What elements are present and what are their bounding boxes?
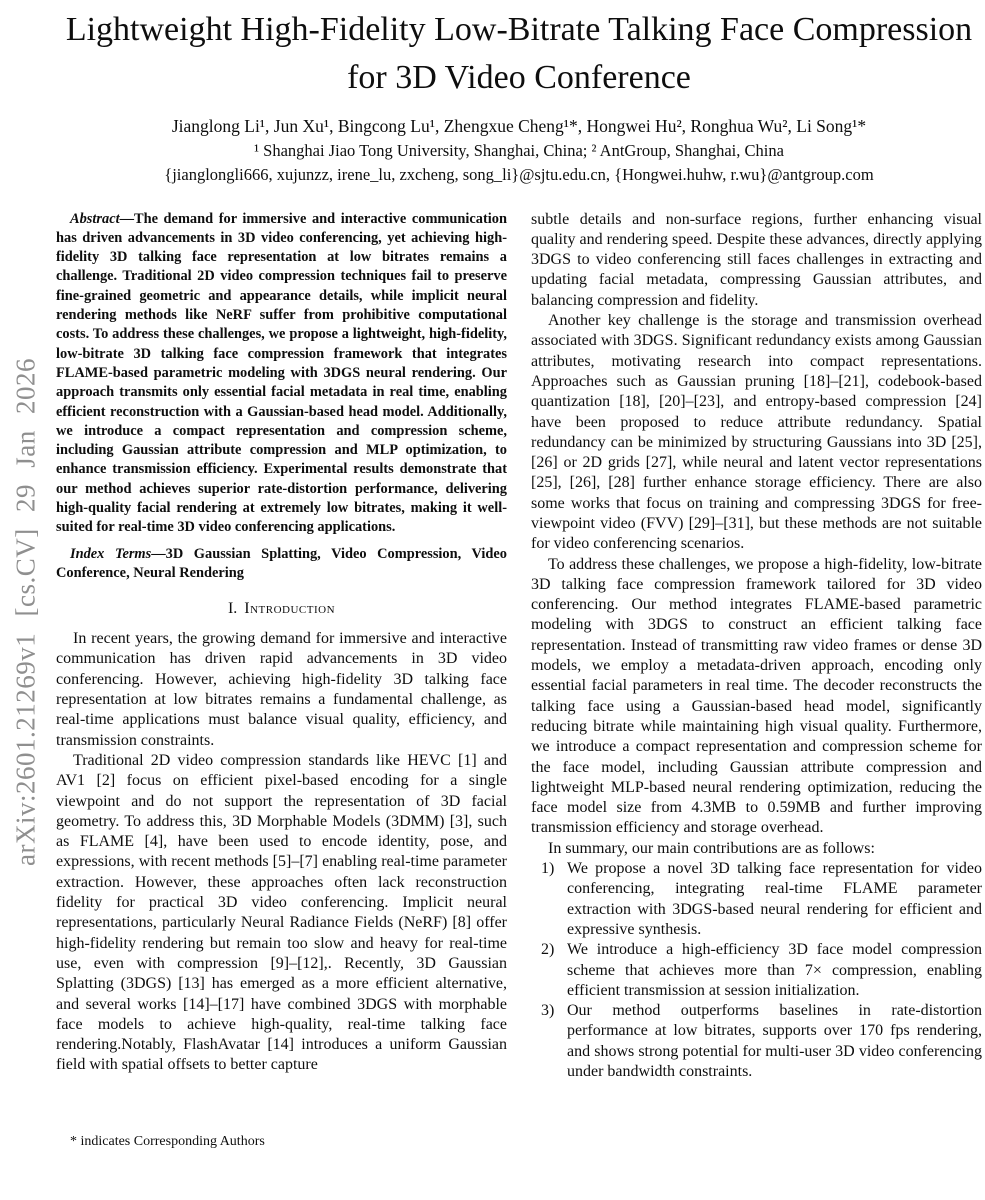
abstract-paragraph	[56, 210, 507, 538]
abstract-text: —The demand for immersive and interactive communication has driven advancements in 3D video conferencing, yet achieving high-fidelity 3D talking face representation at low bitrates remains a challenge. Traditional 2D video compression techniques fail to preserve fine-grained geometric and appearance details, while implicit neural rendering methods like NeRF suffer from prohibitive computational costs. To address these challenges, we propose a lightweight, high-fidelity, low-bitrate 3D talking face compression framework that integrates FLAME-based parametric modeling with 3DGS neural rendering. Our approach transmits only essential facial metadata in real time, enabling efficient reconstruction with a Gaussian-based head model. Additionally, we introduce a compact representation and compression scheme, including Gaussian attribute compression and MLP optimization, to enhance transmission efficiency. Experimental results demonstrate that our method achieves superior rate-distortion performance, delivering high-quality facial rendering at extremely low bitrates, making it well-suited for real-time 3D video conferencing applications.	[56, 210, 507, 536]
abstract-label: Abstract	[70, 210, 120, 227]
contribution-item	[531, 859, 982, 940]
contribution-number: 3)	[541, 1002, 555, 1020]
contributions-list	[531, 859, 982, 1082]
contribution-number: 2)	[541, 941, 555, 959]
paper-title: Lightweight High-Fidelity Low-Bitrate Talking Face Compression for 3D Video Conference	[65, 11, 973, 97]
index-terms-label: Index Terms	[70, 545, 152, 562]
contribution-item	[531, 1001, 982, 1082]
affiliation-line: ¹ Shanghai Jiao Tong University, Shanghai, China; ² AntGroup, Shanghai, China	[254, 140, 784, 160]
intro-paragraph-2: Traditional 2D video compression standards like HEVC [1] and AV1 [2] focus on efficient pixel-based encoding for a single viewpoint and do not support the representation of 3D facial geometry. To address this, 3D Morphable Models (3DMM) [3], such as FLAME [4], have been used to encode identity, pose, and expressions, with recent methods [5]–[7] enabling real-time parameter extraction. However, these approaches often lack reconstruction fidelity for practical 3D video conferencing. Implicit neural representations, particularly Neural Radiance Fields (NeRF) [8] offer high-fidelity rendering but remain too slow and heavy for real-time use, even with compression [9]–[12],. Recently, 3D Gaussian Splatting (3DGS) [13] has emerged as a more efficient alternative, and several works [14]–[17] have combined 3DGS with morphable face models to achieve high-quality, real-time talking face rendering.Notably, FlashAvatar [14] introduces a uniform Gaussian field with spatial offsets to better capture	[56, 751, 507, 1074]
right-paragraph-2: Another key challenge is the storage and transmission overhead associated with 3DGS. Significant redundancy exists among Gaussian attributes, motivating research into compact representations. Approaches such as Gaussian pruning [18]–[21], codebook-based quantization [18], [20]–[23], and entropy-based compression [24] have been proposed to reduce attribute redundancy. Spatial redundancy can be minimized by structuring Gaussians into 3D [25], [26] or 2D grids [27], while neural and latent vector representations [25], [26], [28] further enhance storage efficiency. There are also some works that focus on training and compressing 3DGS for free-viewpoint video (FVV) [29]–[31], but these methods are not suitable for video conferencing scenarios.	[531, 312, 982, 553]
contribution-text: We propose a novel 3D talking face representation for video conferencing, integrating real-time FLAME parameter extraction with 3DGS-based neural rendering for efficient and expressive synthesis.	[567, 860, 982, 938]
contribution-item	[531, 940, 982, 1001]
two-column-body	[56, 210, 982, 1156]
contribution-text: We introduce a high-efficiency 3D face model compression scheme that achieves more than 7× compression, enabling efficient transmission at session initialization.	[567, 941, 982, 999]
intro-paragraph-1: In recent years, the growing demand for immersive and interactive communication has driven rapid advancements in 3D video conferencing. However, achieving high-fidelity 3D talking face representation at low bitrates remains a fundamental challenge, as real-time applications must balance visual quality, efficiency, and transmission constraints.	[56, 630, 507, 749]
paper-content	[56, 0, 982, 1200]
section-heading-introduction	[56, 600, 507, 618]
contribution-text: Our method outperforms baselines in rate-distortion performance at low bitrates, supports over 170 fps rendering, and shows strong potential for multi-user 3D video conferencing under bandwidth constraints.	[567, 1002, 982, 1080]
section-number: I.	[227, 600, 238, 618]
section-title: Introduction	[244, 600, 336, 618]
corresponding-author-footnote: * indicates Corresponding Authors	[70, 1133, 265, 1149]
author-line: Jianglong Li¹, Jun Xu¹, Bingcong Lu¹, Zhengxue Cheng¹*, Hongwei Hu², Ronghua Wu², Li Song¹*	[171, 115, 867, 136]
contributions-intro: In summary, our main contributions are as follows:	[548, 839, 875, 857]
left-column	[56, 210, 507, 1156]
email-line: {jianglongli666, xujunzz, irene_lu, zxcheng, song_li}@sjtu.edu.cn, {Hongwei.huhw, r.wu}@antgroup.com	[164, 164, 874, 184]
right-paragraph-1: subtle details and non-surface regions, further enhancing visual quality and rendering speed. Despite these advances, directly applying 3DGS to video conferencing still faces challenges in extracting and updating facial metadata, compressing Gaussian attributes, and balancing compression and fidelity.	[531, 210, 982, 309]
right-paragraph-3: To address these challenges, we propose a high-fidelity, low-bitrate 3D talking face compression framework tailored for 3D video conferencing. Our method integrates FLAME-based parametric modeling with 3DGS to construct an efficient talking face representation. Instead of transmitting raw video frames or dense 3D models, we employ a metadata-driven approach, encoding only essential facial parameters in real time. The decoder reconstructs the talking face using a Gaussian-based head model, significantly reducing bitrate while maintaining high visual quality. Furthermore, we introduce a compact representation and compression scheme for the face model, including Gaussian attribute compression and lightweight MLP-based neural rendering optimization, reducing the face model size from 4.3MB to 0.59MB and further improving transmission efficiency and storage overhead.	[531, 555, 982, 837]
right-column	[531, 210, 982, 1156]
arxiv-watermark: arXiv:2601.21269v1 [cs.CV] 29 Jan 2026	[10, 358, 41, 866]
index-terms-text: —3D Gaussian Splatting, Video Compression, Video Conference, Neural Rendering	[56, 545, 507, 581]
index-terms-paragraph	[56, 545, 507, 584]
contribution-number: 1)	[541, 860, 555, 878]
